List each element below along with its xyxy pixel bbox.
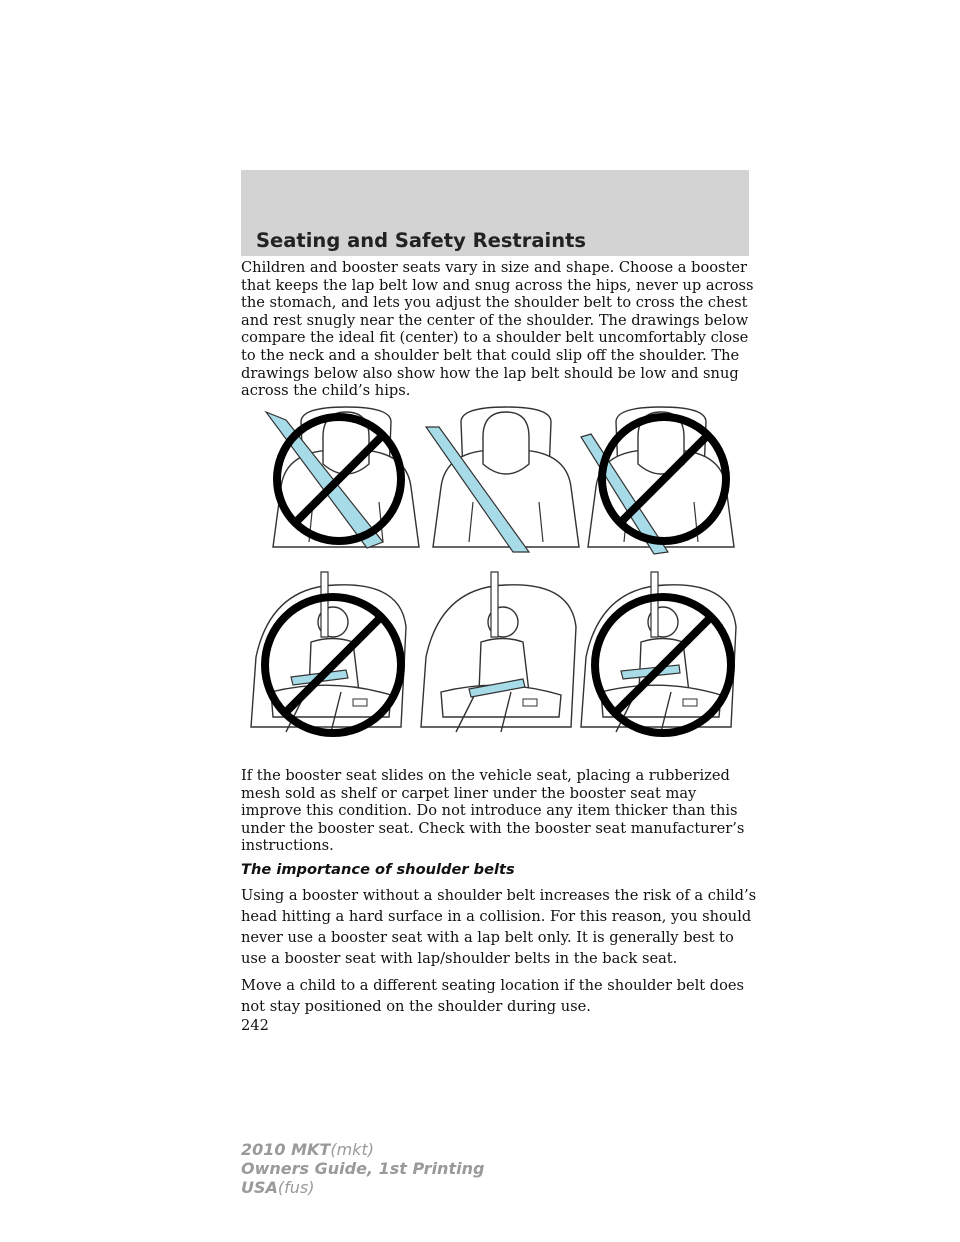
- document-footer: [241, 1140, 484, 1197]
- intro-paragraph: Children and booster seats vary in size and shape. Choose a booster that keeps the lap belt low and snug across the hips, never up across the stomach, and lets you adjust the shoulder belt to cross the chest and rest snugly near the center of the shoulder. The drawings below compare the ideal fit (center) to a shoulder belt uncomfortably close to the neck and a shoulder belt that could slip off the shoulder. The drawings below also show how the lap belt should be low and snug across the child’s hips.: [241, 259, 754, 400]
- section-header: [241, 170, 749, 256]
- subheading: The importance of shoulder belts: [241, 860, 515, 878]
- section-title: Seating and Safety Restraints: [256, 229, 587, 252]
- page-number: 242: [241, 1016, 269, 1034]
- belt-near-neck-drawing: [266, 407, 419, 548]
- lap-belt-high-drawing: [251, 572, 406, 733]
- belt-off-shoulder-drawing: [581, 407, 734, 554]
- belt-fit-drawings: [241, 397, 761, 767]
- correct-shoulder-fit-drawing: [426, 407, 579, 552]
- footer-model-code: (mkt): [330, 1140, 374, 1159]
- booster-slide-paragraph: If the booster seat slides on the vehicle seat, placing a rubberized mesh sold as shelf or carpet liner under the booster seat may improve this condition. Do not introduce any item thicker than this under the booster seat. Check with the booster seat manufacturer’s instructions.: [241, 767, 745, 855]
- page-content: [241, 259, 761, 1034]
- correct-lap-fit-drawing: [421, 572, 576, 732]
- belt-fit-illustration: [241, 397, 761, 767]
- seating-location-paragraph: Move a child to a different seating location if the shoulder belt does not stay positioned on the shoulder during use.: [241, 976, 745, 1015]
- footer-model: 2010 MKT: [241, 1140, 331, 1159]
- footer-line-2: Owners Guide, 1st Printing: [241, 1159, 485, 1178]
- footer-region-code: (fus): [277, 1178, 315, 1197]
- footer-line-3: [241, 1178, 484, 1197]
- footer-line-1: [241, 1140, 484, 1159]
- footer-region: USA: [241, 1178, 278, 1197]
- lap-belt-on-stomach-drawing: [581, 572, 736, 733]
- shoulder-belt-paragraph: Using a booster without a shoulder belt increases the risk of a child’s head hitting a hard surface in a collision. For this reason, you should never use a booster seat with a lap belt only. It is generally best to use a booster seat with lap/shoulder belts in the back seat.: [241, 886, 757, 967]
